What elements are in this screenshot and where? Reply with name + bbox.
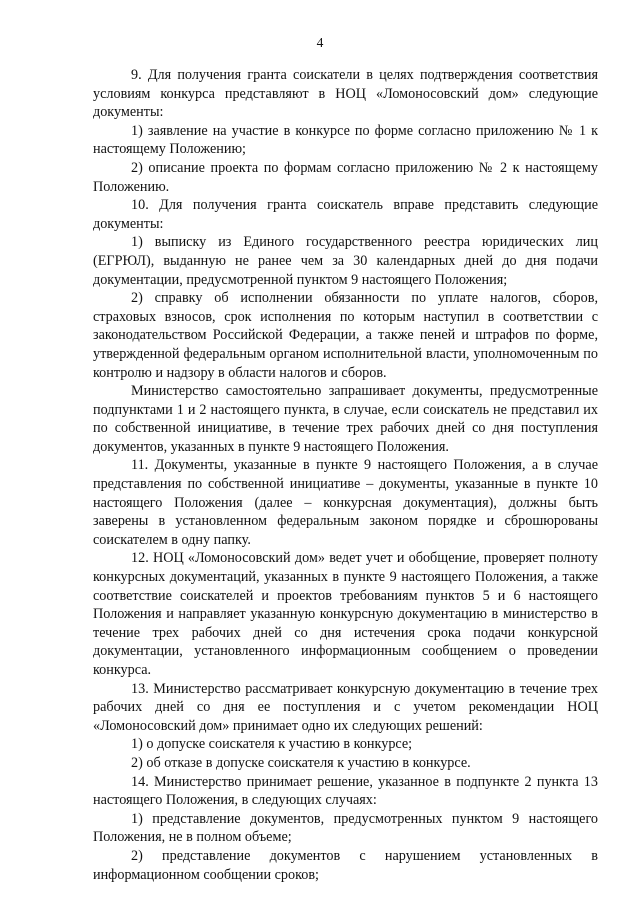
- paragraph-11: 11. Документы, указанные в пункте 9 настоящего Положения, а в случае представления по собственной инициативе – документы, указанные в пункте 10 настоящего Положения (далее – конкурсная документация), должны быть заверены в установленном федеральным законом порядке и сброшюрованы соискателем в одну папку.: [93, 457, 598, 548]
- paragraph-9-item-1: 1) заявление на участие в конкурсе по форме согласно приложению № 1 к настоящему Положению;: [93, 122, 598, 158]
- page-number: 4: [316, 35, 324, 50]
- paragraph-9: 9. Для получения гранта соискатели в целях подтверждения соответствия условиям конкурса представляют в НОЦ «Ломоносовский дом» следующие документы:: [93, 67, 598, 121]
- paragraph-13: 13. Министерство рассматривает конкурсную документацию в течение трех рабочих дней со дня ее поступления и с учетом рекомендации НОЦ «Ломоносовский дом» принимает одно их следующих решений:: [93, 680, 598, 734]
- paragraph-14: 14. Министерство принимает решение, указанное в подпункте 2 пункта 13 настоящего Положения, в следующих случаях:: [93, 773, 598, 809]
- paragraph-13-item-1: 1) о допуске соискателя к участию в конкурсе;: [131, 736, 413, 753]
- paragraph-10-note: Министерство самостоятельно запрашивает документы, предусмотренные подпунктами 1 и 2 настоящего пункта, в случае, если соискатель не представил их по собственной инициативе, в течение трех рабочих дней со дня поступления документов, указанных в пункте 9 настоящего Положения.: [93, 383, 598, 455]
- paragraph-10-item-2: 2) справку об исполнении обязанности по уплате налогов, сборов, страховых взносов, срок исполнения по которым наступил в соответствии с законодательством Российской Федерации, а также пеней и штрафов по форме, утвержденной федеральным органом исполнительной власти, уполномоченным по контролю и надзору в области налогов и сборов.: [93, 290, 598, 381]
- paragraph-14-item-2: 2) представление документов с нарушением установленных в информационном сообщении сроков;: [93, 847, 598, 883]
- paragraph-12: 12. НОЦ «Ломоносовский дом» ведет учет и обобщение, проверяет полноту конкурсных документаций, указанных в пункте 9 настоящего Положения, а также соответствие соискателей и проектов требованиям пунктов 5 и 6 настоящего Положения и направляет указанную конкурсную документацию в министерство в течение трех рабочих дней со дня истечения срока подачи конкурсной документации, установленного информационным сообщением о проведении конкурса.: [93, 550, 598, 678]
- paragraph-10-item-1: 1) выписку из Единого государственного реестра юридических лиц (ЕГРЮЛ), выданную не ранее чем за 30 календарных дней до дня подачи документации, предусмотренной пунктом 9 настоящего Положения;: [93, 234, 598, 288]
- paragraph-13-item-2: 2) об отказе в допуске соискателя к участию в конкурсе.: [131, 754, 471, 771]
- paragraph-9-item-2: 2) описание проекта по формам согласно приложению № 2 к настоящему Положению.: [93, 159, 598, 195]
- paragraph-10: 10. Для получения гранта соискатель вправе представить следующие документы:: [93, 197, 598, 232]
- paragraph-14-item-1: 1) представление документов, предусмотренных пунктом 9 настоящего Положения, не в полном объеме;: [93, 810, 598, 846]
- document-body: [93, 66, 598, 884]
